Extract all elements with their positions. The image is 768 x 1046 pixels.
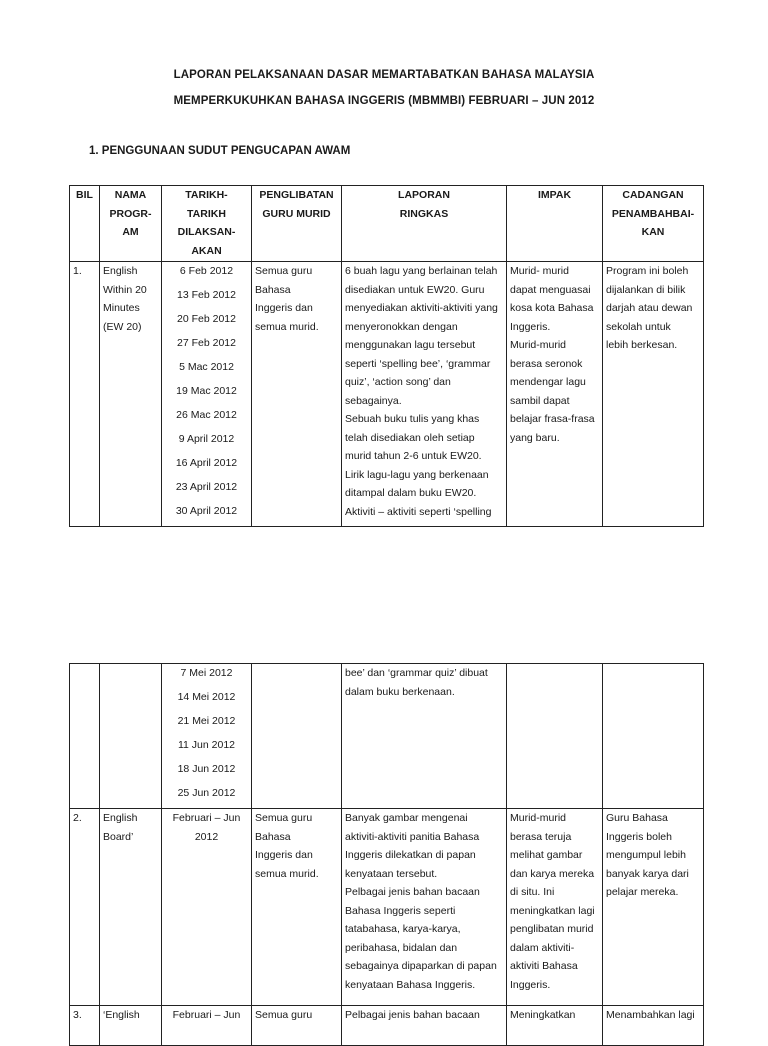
cell-line: Semua guru <box>255 812 313 824</box>
cell-line: 30 April 2012 <box>175 505 238 517</box>
cell-line: 27 Feb 2012 <box>177 337 236 349</box>
cell-line: Sebuah buku tulis yang khas <box>345 413 480 425</box>
cell-line: kenyataan tersebut. <box>345 867 438 880</box>
cell-line: DILAKSAN- <box>177 226 236 238</box>
cell-line: English <box>103 812 138 824</box>
cell-line: yang baru. <box>510 431 560 444</box>
cell-line: Inggeris. <box>510 320 551 333</box>
cell-line: 16 April 2012 <box>175 457 238 469</box>
row1-laporan <box>342 262 507 527</box>
cell-line: telah disediakan oleh setiap <box>345 431 475 444</box>
cell-line: Inggeris boleh <box>606 830 672 843</box>
cell-line: 20 Feb 2012 <box>177 313 236 325</box>
row1-cont-penglibatan <box>252 664 342 809</box>
row1-cont-tarikh <box>162 664 252 809</box>
cell-line: 14 Mei 2012 <box>177 691 236 703</box>
cell-line: bee’ dan ‘grammar quiz’ dibuat <box>345 667 488 679</box>
cell-line: menyeronokkan dengan <box>345 320 458 333</box>
header-penglibatan <box>252 186 342 262</box>
cell-line: ditampal dalam buku EW20. <box>345 487 477 499</box>
cell-line: Menambahkan lagi <box>606 1009 695 1021</box>
row1-cont-nama <box>100 664 162 809</box>
cell-line: Inggeris. <box>510 978 551 991</box>
cell-line: dapat menguasai <box>510 283 591 296</box>
row2-cadangan <box>603 809 704 1006</box>
table-row <box>70 1006 704 1046</box>
cell-line: meningkatkan lagi <box>510 904 595 917</box>
cell-line: IMPAK <box>537 189 572 201</box>
cell-line: Bahasa <box>255 830 291 843</box>
row1-bil: 1. <box>70 262 100 527</box>
cell-line: menggunakan lagu tersebut <box>345 339 476 351</box>
cell-line: tatabahasa, karya-karya, <box>345 923 461 935</box>
cell-line: Lirik lagu-lagu yang berkenaan <box>345 468 489 481</box>
cell-line: mendengar lagu <box>510 376 586 388</box>
cell-line: melihat gambar <box>510 849 583 861</box>
cell-line: Bahasa <box>255 283 291 296</box>
cell-line: 2012 <box>194 830 219 843</box>
row3-bil: 3. <box>70 1006 100 1046</box>
row1-cont-bil <box>70 664 100 809</box>
cell-line: menyediakan aktiviti-aktiviti yang <box>345 302 498 314</box>
cell-line: sebagainya dipaparkan di papan <box>345 960 497 972</box>
cell-line: Bahasa Inggeris seperti <box>345 904 456 917</box>
cell-line: di situ. Ini <box>510 886 555 898</box>
row1-nama <box>100 262 162 527</box>
cell-line: KAN <box>641 226 665 238</box>
cell-line: peribahasa, bidalan dan <box>345 941 458 954</box>
cell-line: RINGKAS <box>399 207 449 220</box>
cell-line: 5 Mac 2012 <box>179 361 234 373</box>
report-table-page-2 <box>69 663 704 1046</box>
cell-line: Board’ <box>103 830 134 843</box>
cell-line: 6 buah lagu yang berlainan telah <box>345 265 498 277</box>
cell-line: aktiviti-aktiviti panitia Bahasa <box>345 830 480 843</box>
cell-line: 13 Feb 2012 <box>177 289 236 301</box>
header-tarikh <box>162 186 252 262</box>
cell-line: 18 Jun 2012 <box>177 763 236 775</box>
row1-cadangan <box>603 262 704 527</box>
cell-line: semua murid. <box>255 867 319 880</box>
cell-line: Minutes <box>103 302 140 314</box>
cell-line: Murid-murid <box>510 339 567 351</box>
cell-line: TARIKH- <box>185 189 228 201</box>
row3-penglibatan <box>252 1006 342 1046</box>
row3-laporan <box>342 1006 507 1046</box>
cell-line: Semua guru <box>255 265 313 277</box>
cell-line: (EW 20) <box>103 320 142 333</box>
report-table-page-1 <box>69 185 704 527</box>
row1-cont-impak <box>507 664 603 809</box>
cell-line: 23 April 2012 <box>175 481 238 493</box>
header-nama-program <box>100 186 162 262</box>
cell-line: NAMA <box>114 189 147 201</box>
cell-line: Aktiviti – aktiviti seperti ‘spelling <box>345 505 492 518</box>
cell-line: 9 April 2012 <box>178 433 235 445</box>
cell-line: 6 Feb 2012 <box>179 265 234 277</box>
row2-tarikh <box>162 809 252 1006</box>
cell-line: sekolah untuk <box>606 320 671 333</box>
cell-line: LAPORAN <box>398 189 450 201</box>
row2-impak <box>507 809 603 1006</box>
cell-line: CADANGAN <box>622 189 684 201</box>
cell-line: Within 20 <box>103 283 147 296</box>
cell-line: dalam buku berkenaan. <box>345 685 455 698</box>
cell-line: kosa kota Bahasa <box>510 302 594 314</box>
cell-line: semua murid. <box>255 320 319 333</box>
cell-line: Murid- murid <box>510 265 569 277</box>
row2-bil: 2. <box>70 809 100 1006</box>
cell-line: 19 Mac 2012 <box>176 385 237 397</box>
cell-line: pelajar mereka. <box>606 886 679 898</box>
cell-line: Pelbagai jenis bahan bacaan <box>345 1009 480 1021</box>
cell-line: ‘English <box>103 1009 140 1021</box>
row2-penglibatan <box>252 809 342 1006</box>
row1-tarikh <box>162 262 252 527</box>
cell-line: Banyak gambar mengenai <box>345 812 468 824</box>
cell-line: aktiviti Bahasa <box>510 960 578 972</box>
table-header-row <box>70 186 704 262</box>
row2-laporan <box>342 809 507 1006</box>
row3-nama <box>100 1006 162 1046</box>
cell-line: banyak karya dari <box>606 867 689 880</box>
row2-nama <box>100 809 162 1006</box>
cell-line: 21 Mei 2012 <box>177 715 236 727</box>
row1-cont-laporan <box>342 664 507 809</box>
cell-line: Februari – Jun <box>172 812 241 824</box>
cell-line: 11 Jun 2012 <box>177 739 236 751</box>
row3-impak <box>507 1006 603 1046</box>
cell-line: 25 Jun 2012 <box>177 787 236 799</box>
cell-line: Pelbagai jenis bahan bacaan <box>345 886 480 898</box>
cell-line: PENGLIBATAN <box>259 189 334 201</box>
cell-line: Meningkatkan <box>510 1009 576 1021</box>
document-title-line-1: LAPORAN PELAKSANAAN DASAR MEMARTABATKAN BAHASA MALAYSIA <box>173 69 595 81</box>
table-row <box>70 262 704 527</box>
cell-line: dijalankan di bilik <box>606 283 686 296</box>
cell-line: kenyataan Bahasa Inggeris. <box>345 978 476 991</box>
header-bil <box>70 186 100 262</box>
cell-line: Inggeris dilekatkan di papan <box>345 849 476 861</box>
cell-line: English <box>103 265 138 277</box>
header-laporan <box>342 186 507 262</box>
cell-line: 26 Mac 2012 <box>176 409 237 421</box>
cell-line: 7 Mei 2012 <box>180 667 233 679</box>
cell-line: disediakan untuk EW20. Guru <box>345 283 485 296</box>
cell-line: AKAN <box>191 244 222 257</box>
cell-line: dan karya mereka <box>510 867 595 880</box>
cell-line: Murid-murid <box>510 812 567 824</box>
cell-line: PROGR- <box>109 207 152 220</box>
cell-line: seperti ‘spelling bee’, ‘grammar <box>345 357 491 370</box>
cell-line: sebagainya. <box>345 394 402 407</box>
section-heading: 1. PENGGUNAAN SUDUT PENGUCAPAN AWAM <box>89 145 351 157</box>
table-row <box>70 664 704 809</box>
header-cadangan <box>603 186 704 262</box>
cell-line: lebih berkesan. <box>606 339 678 351</box>
cell-line: belajar frasa-frasa <box>510 413 595 425</box>
cell-line: BIL <box>76 189 93 201</box>
cell-line: Guru Bahasa <box>606 812 668 824</box>
cell-line: murid tahun 2-6 untuk EW20. <box>345 450 482 462</box>
document-title-line-2: MEMPERKUKUHKAN BAHASA INGGERIS (MBMMBI) FEBRUARI – JUN 2012 <box>173 95 595 107</box>
cell-line: dalam aktiviti- <box>510 941 575 954</box>
cell-line: berasa seronok <box>510 357 583 370</box>
cell-line: GURU MURID <box>262 207 331 220</box>
cell-line: quiz’, ‘action song’ dan <box>345 376 451 388</box>
row1-cont-cadangan <box>603 664 704 809</box>
table-row <box>70 809 704 1006</box>
cell-line: penglibatan murid <box>510 923 594 935</box>
cell-line: Februari – Jun <box>172 1009 241 1021</box>
row3-tarikh <box>162 1006 252 1046</box>
cell-line: berasa teruja <box>510 830 572 843</box>
cell-line: Inggeris dan <box>255 302 313 314</box>
cell-line: sambil dapat <box>510 394 570 407</box>
row1-penglibatan <box>252 262 342 527</box>
cell-line: darjah atau dewan <box>606 302 693 314</box>
cell-line: AM <box>122 226 139 238</box>
cell-line: mengumpul lebih <box>606 849 686 861</box>
row3-cadangan <box>603 1006 704 1046</box>
cell-line: Program ini boleh <box>606 265 689 277</box>
row1-impak <box>507 262 603 527</box>
header-impak <box>507 186 603 262</box>
cell-line: Inggeris dan <box>255 849 313 861</box>
cell-line: PENAMBAHBAI- <box>611 207 695 220</box>
cell-line: Semua guru <box>255 1009 313 1021</box>
cell-line: TARIKH <box>187 207 226 220</box>
